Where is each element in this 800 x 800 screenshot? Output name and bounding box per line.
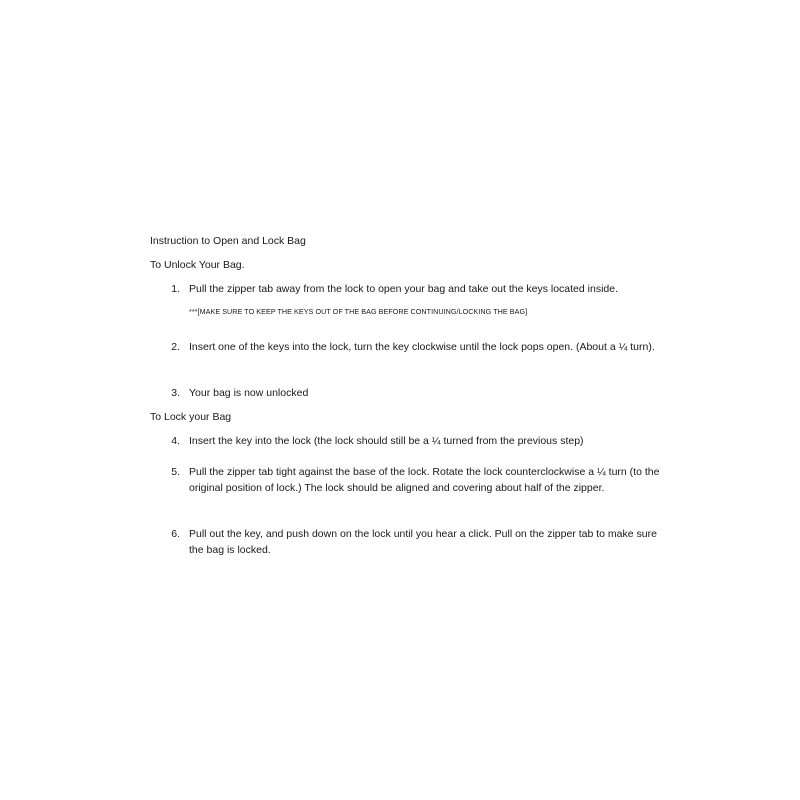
step-text: Pull the zipper tab away from the lock to open your bag and take out the keys located inside. bbox=[189, 283, 619, 295]
document-title: Instruction to Open and Lock Bag bbox=[150, 235, 306, 247]
lock-heading: To Lock your Bag bbox=[150, 411, 232, 423]
step-number: 4. bbox=[171, 435, 180, 447]
step-number: 1. bbox=[171, 283, 180, 295]
step-number: 6. bbox=[171, 528, 180, 540]
unlock-heading: To Unlock Your Bag. bbox=[150, 259, 245, 271]
step-text: Your bag is now unlocked bbox=[189, 387, 309, 399]
step-number: 2. bbox=[171, 341, 180, 353]
step-text: Pull the zipper tab tight against the base of the lock. Rotate the lock counterclockwise a ¼ turn (to the original position of lock.) The lock should be aligned and covering about half of the zipper. bbox=[189, 466, 660, 494]
step-number: 3. bbox=[171, 387, 180, 399]
warning-note: ***[MAKE SURE TO KEEP THE KEYS OUT OF THE BAG BEFORE CONTINUING/LOCKING THE BAG] bbox=[189, 307, 528, 316]
step-text: Insert one of the keys into the lock, turn the key clockwise until the lock pops open. (About a ¼ turn). bbox=[189, 341, 655, 353]
step-text: Pull out the key, and push down on the lock until you hear a click. Pull on the zipper tab to make sure the bag is locked. bbox=[189, 528, 657, 556]
step-text: Insert the key into the lock (the lock should still be a ¼ turned from the previous step) bbox=[189, 435, 584, 447]
step-number: 5. bbox=[171, 466, 180, 478]
